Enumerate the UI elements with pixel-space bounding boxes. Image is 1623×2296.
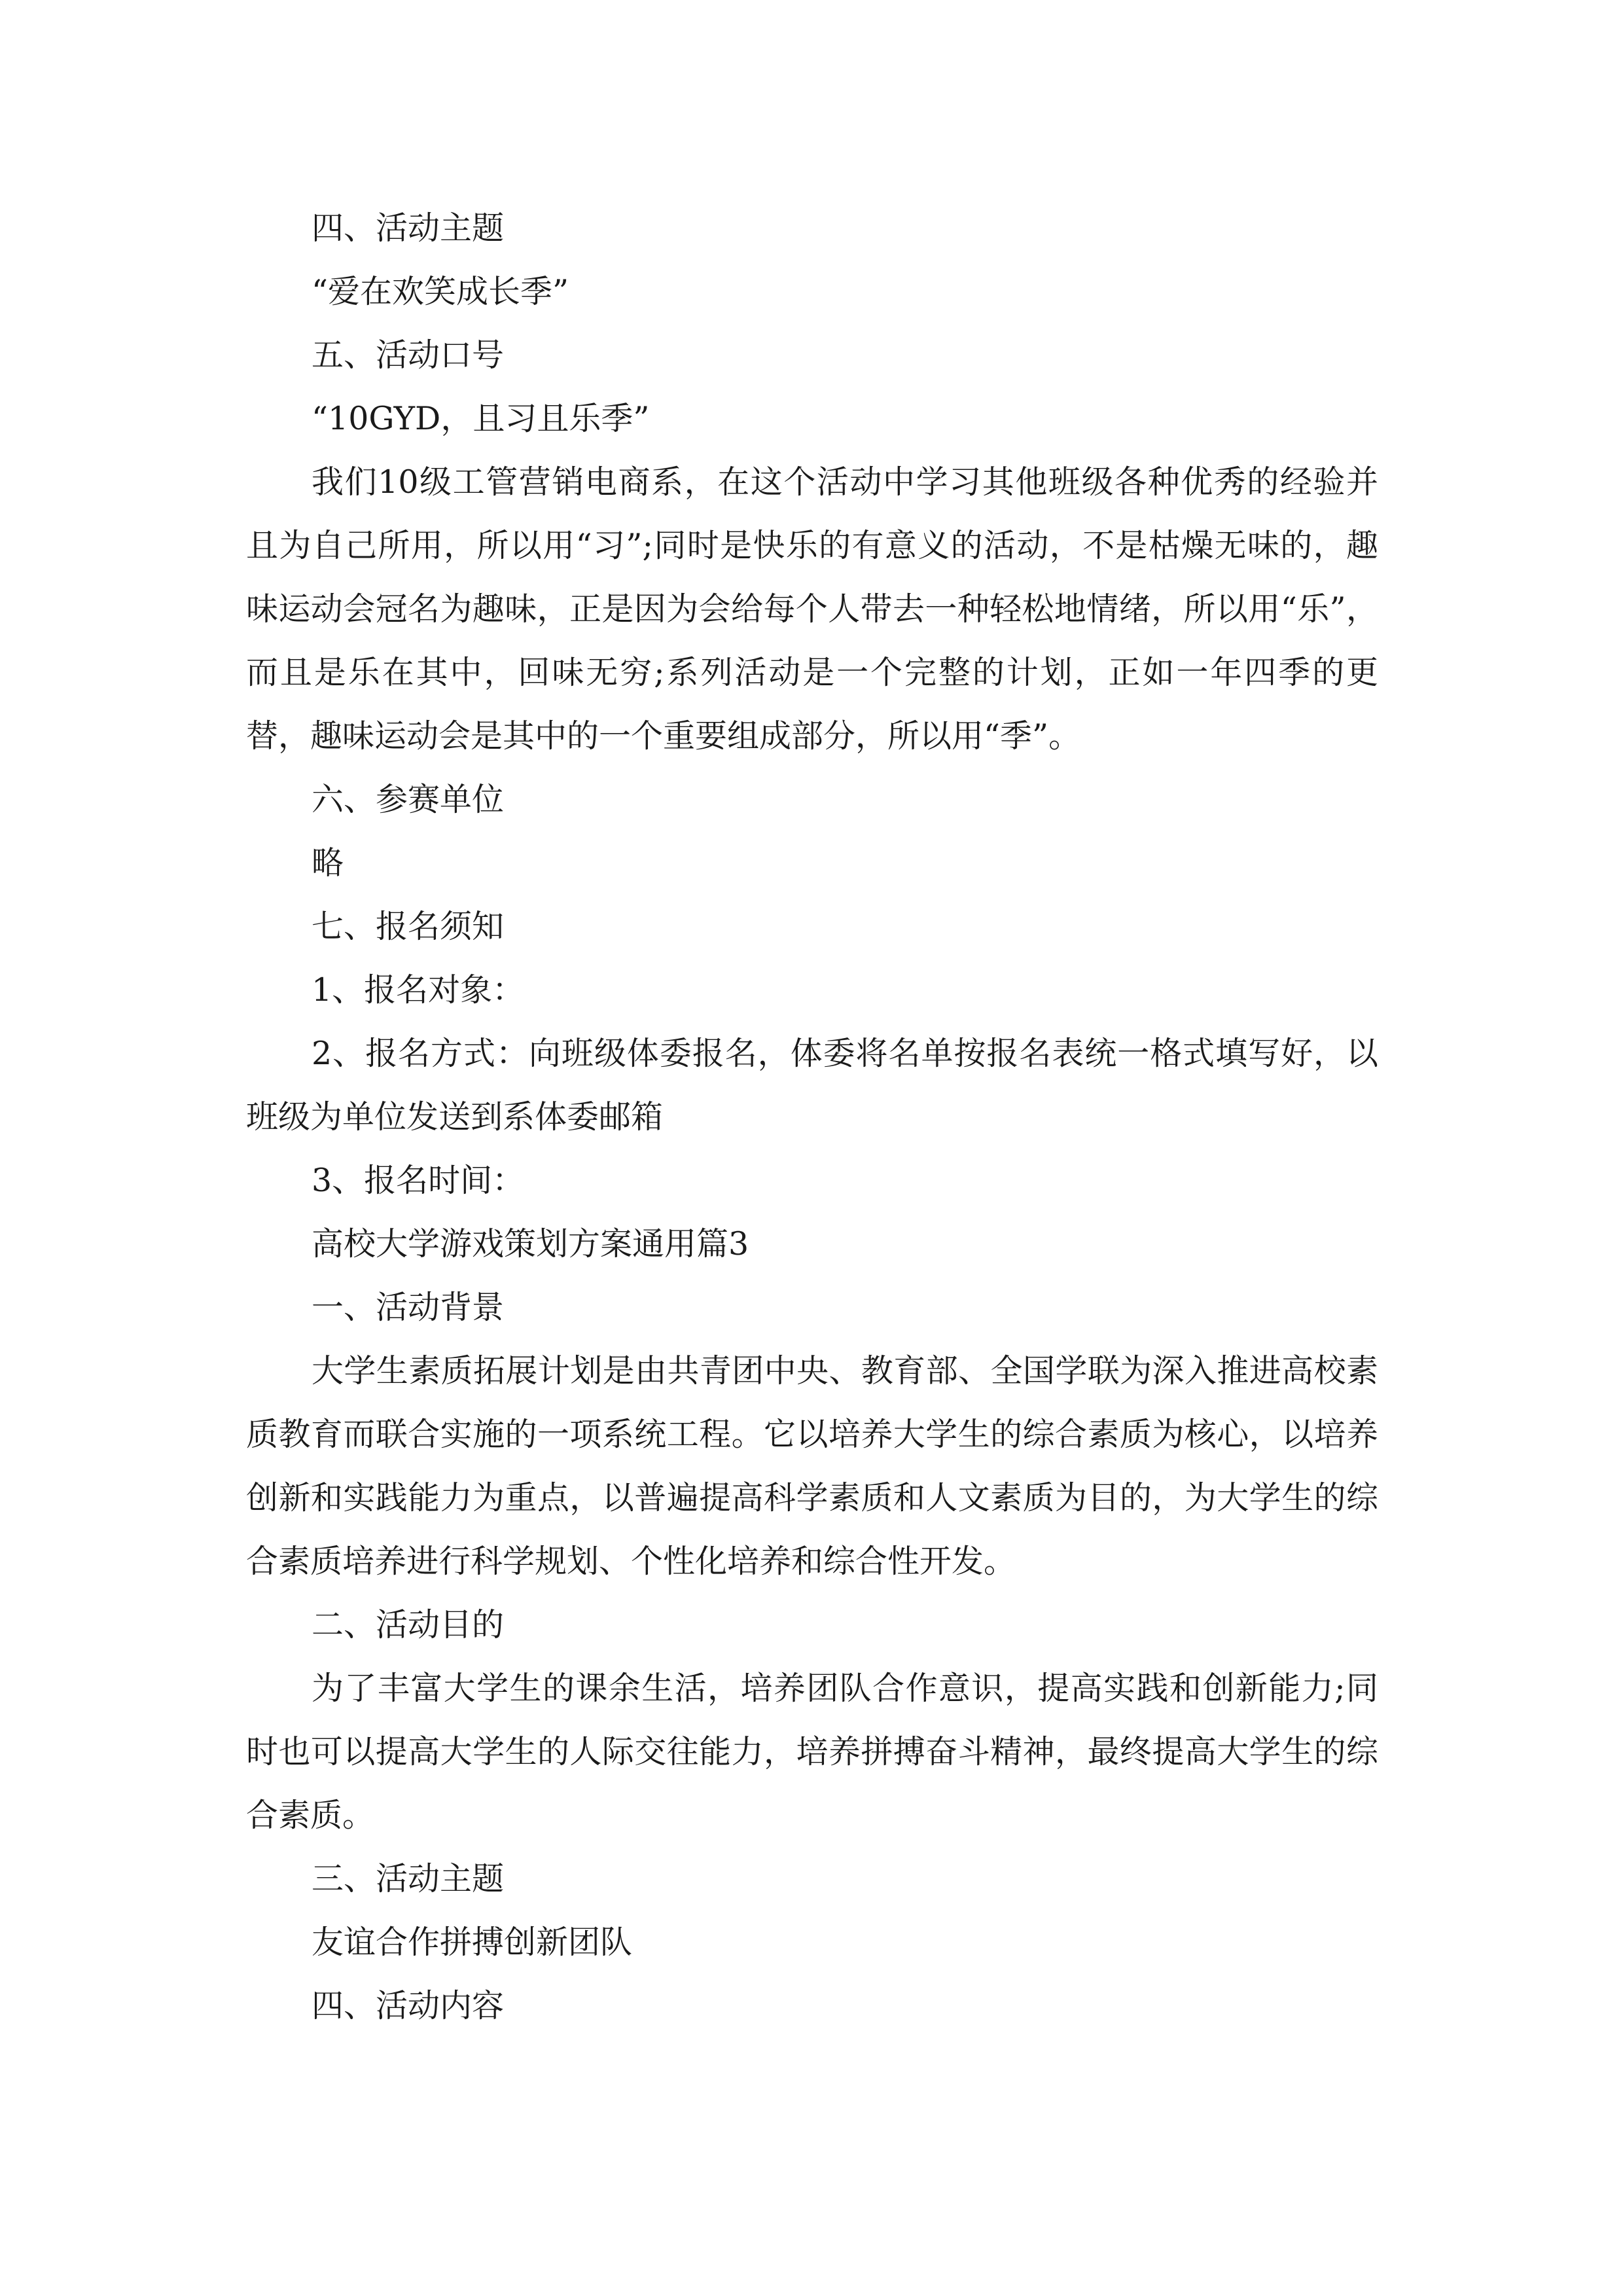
heading-activity-content: 四、活动内容 bbox=[312, 1987, 505, 2024]
heading-participating-units: 六、参赛单位 bbox=[312, 781, 505, 818]
registration-target: 1、报名对象： bbox=[312, 971, 525, 1009]
activity-theme-value: “爱在欢笑成长季” bbox=[312, 273, 569, 310]
heading-section3-activity-theme: 三、活动主题 bbox=[312, 1860, 505, 1897]
heading-activity-theme: 四、活动主题 bbox=[312, 209, 505, 247]
paragraph-slogan-explanation: 我们10级工管营销电商系，在这个活动中学习其他班级各种优秀的经验并且为自己所用，所以用“习”;同时是快乐的有意义的活动，不是枯燥无味的，趣味运动会冠名为趣味，正是因为会给每个人带去一种轻松地情绪，所以用“乐”，而且是乐在其中，回味无穷;系列活动是一个完整的计划，正如一年四季的更替，趣味运动会是其中的一个重要组成部分，所以用“季”。 bbox=[246, 463, 1378, 755]
document-body bbox=[246, 196, 1378, 2037]
participating-units-value: 略 bbox=[312, 844, 344, 882]
heading-activity-background: 一、活动背景 bbox=[312, 1289, 505, 1326]
heading-activity-slogan: 五、活动口号 bbox=[312, 336, 505, 374]
paragraph-activity-purpose: 为了丰富大学生的课余生活，培养团队合作意识，提高实践和创新能力;同时也可以提高大学生的人际交往能力，培养拼搏奋斗精神，最终提高大学生的综合素质。 bbox=[246, 1670, 1378, 1834]
heading-registration-notice: 七、报名须知 bbox=[312, 908, 505, 945]
section-3-title: 高校大学游戏策划方案通用篇3 bbox=[312, 1225, 749, 1263]
heading-activity-purpose: 二、活动目的 bbox=[312, 1606, 505, 1643]
registration-time: 3、报名时间： bbox=[312, 1162, 525, 1199]
activity-slogan-value: “10GYD，且习且乐季” bbox=[312, 400, 650, 437]
section3-theme-value: 友谊合作拼搏创新团队 bbox=[312, 1924, 633, 1961]
paragraph-registration-method: 2、报名方式：向班级体委报名，体委将名单按报名表统一格式填写好，以班级为单位发送到系体委邮箱 bbox=[246, 1035, 1378, 1136]
paragraph-activity-background: 大学生素质拓展计划是由共青团中央、教育部、全国学联为深入推进高校素质教育而联合实施的一项系统工程。它以培养大学生的综合素质为核心，以培养创新和实践能力为重点，以普遍提高科学素质和人文素质为目的，为大学生的综合素质培养进行科学规划、个性化培养和综合性开发。 bbox=[246, 1352, 1378, 1580]
